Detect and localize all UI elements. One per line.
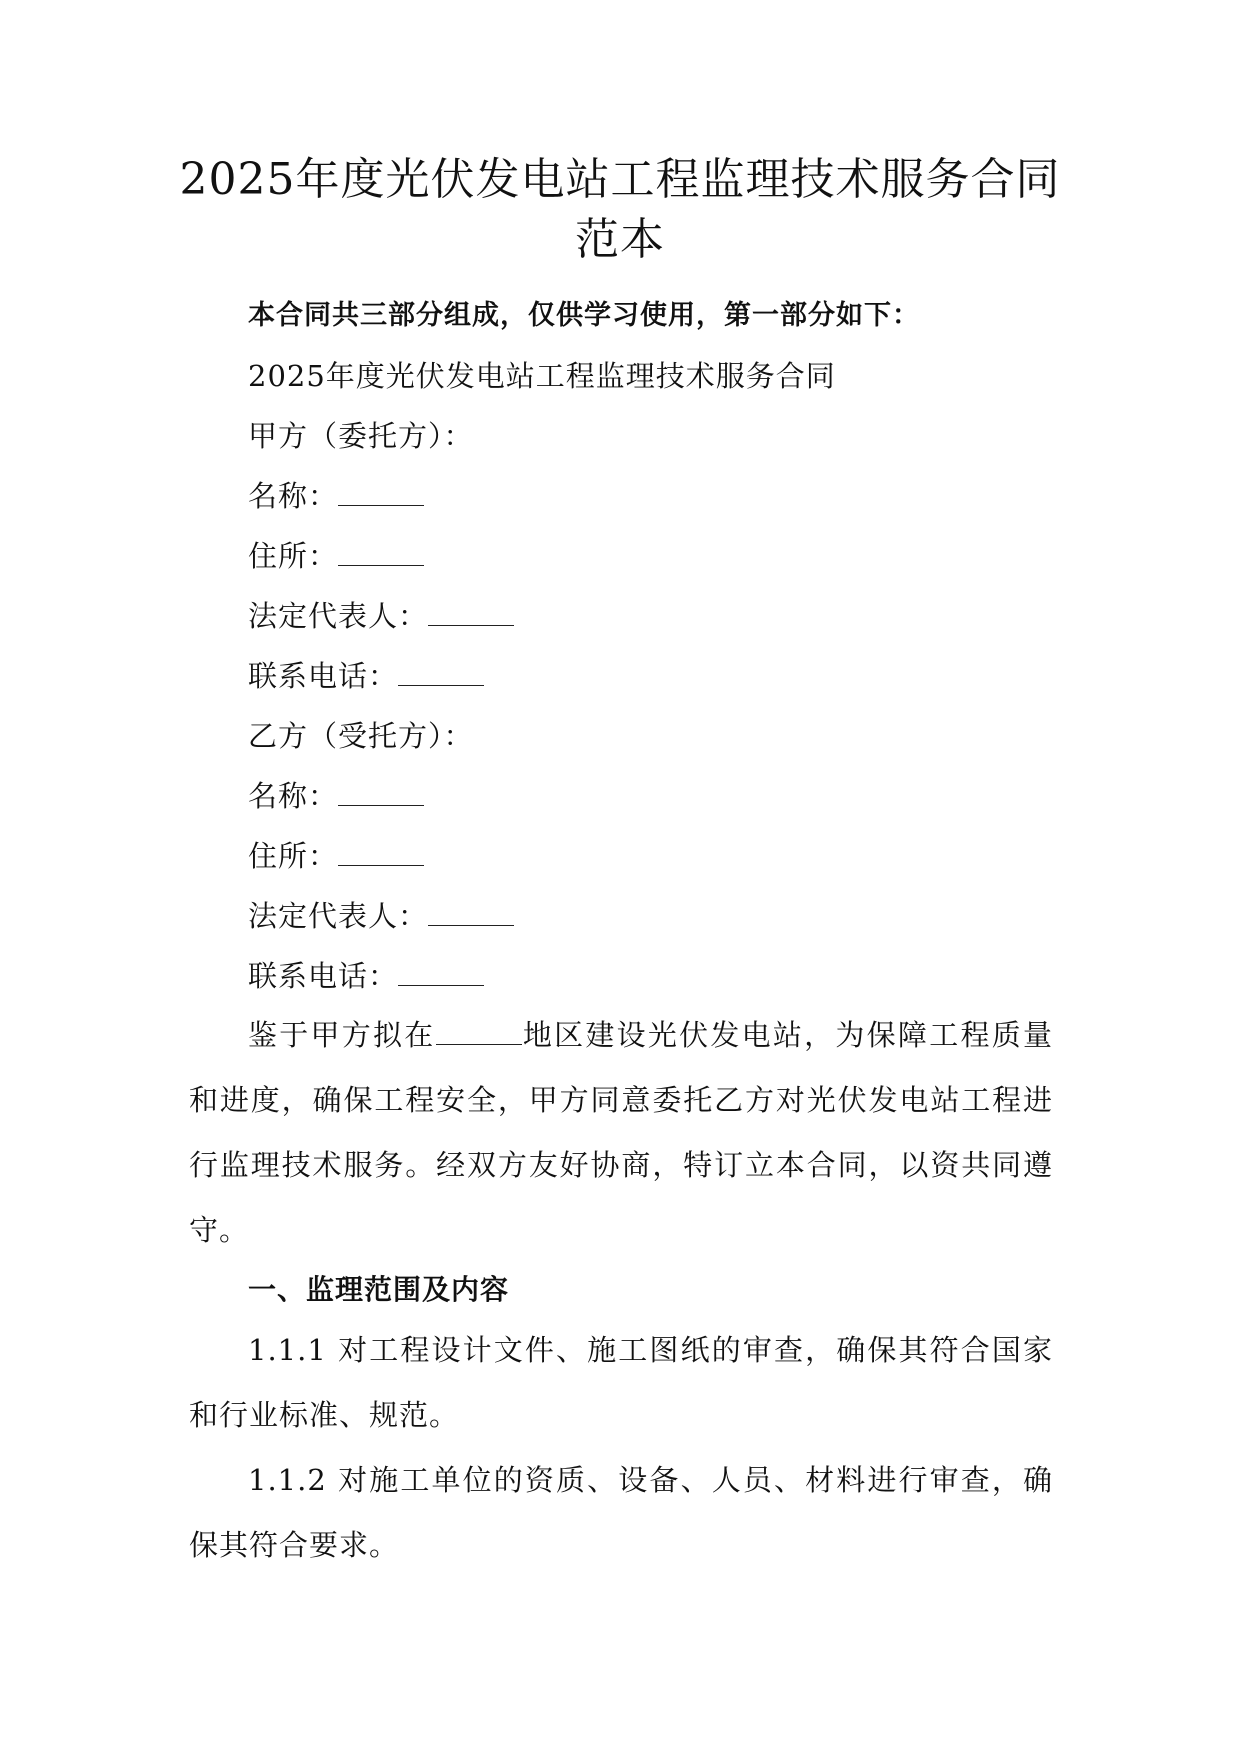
party-a-heading: 甲方（委托方）： xyxy=(248,419,474,453)
party-a-rep-blank[interactable] xyxy=(428,599,514,626)
party-a-name-blank[interactable] xyxy=(338,479,424,506)
preamble-paragraph xyxy=(189,1003,1053,1263)
party-b-address-row xyxy=(248,836,424,876)
party-b-phone-blank[interactable] xyxy=(398,959,484,986)
party-a-rep-row xyxy=(248,596,514,636)
party-b-name-label: 名称： xyxy=(248,779,339,813)
document-title: 2025年度光伏发电站工程监理技术服务合同范本 xyxy=(179,154,1061,265)
intro-note: 本合同共三部分组成，仅供学习使用，第一部分如下： xyxy=(248,300,920,331)
party-a-name-label: 名称： xyxy=(248,479,339,513)
party-a-name-row xyxy=(248,476,424,516)
party-b-rep-row xyxy=(248,896,514,936)
party-b-address-blank[interactable] xyxy=(338,839,424,866)
party-a-address-row xyxy=(248,536,424,576)
party-b-heading: 乙方（受托方）： xyxy=(248,719,474,753)
party-b-rep-blank[interactable] xyxy=(428,899,514,926)
party-b-address-label: 住所： xyxy=(248,839,339,873)
party-b-name-row xyxy=(248,776,424,816)
clause-1-1-1: 1.1.1 对工程设计文件、施工图纸的审查，确保其符合国家和行业标准、规范。 xyxy=(189,1333,1053,1432)
region-blank[interactable] xyxy=(436,1018,522,1045)
party-a-rep-label: 法定代表人： xyxy=(248,599,429,633)
party-a-phone-blank[interactable] xyxy=(398,659,484,686)
party-b-rep-label: 法定代表人： xyxy=(248,899,429,933)
party-a-address-blank[interactable] xyxy=(338,539,424,566)
clause-1-1-2: 1.1.2 对施工单位的资质、设备、人员、材料进行审查，确保其符合要求。 xyxy=(189,1463,1053,1562)
party-a-address-label: 住所： xyxy=(248,539,339,573)
section-1-heading: 一、监理范围及内容 xyxy=(248,1273,510,1306)
preamble-text-end: 地区建设光伏发电站，为保障工程质量和进度，确保工程安全，甲方同意委托乙方对光伏发电站工程进行监理技术服务。经双方友好协商，特订立本合同，以资共同遵守。 xyxy=(189,1018,1053,1247)
contract-name: 2025年度光伏发电站工程监理技术服务合同 xyxy=(248,359,836,393)
party-a-phone-row xyxy=(248,656,484,696)
party-b-phone-label: 联系电话： xyxy=(248,959,399,993)
preamble-text-start: 鉴于甲方拟在 xyxy=(248,1018,436,1052)
party-b-name-blank[interactable] xyxy=(338,779,424,806)
party-a-phone-label: 联系电话： xyxy=(248,659,399,693)
party-b-phone-row xyxy=(248,956,484,996)
